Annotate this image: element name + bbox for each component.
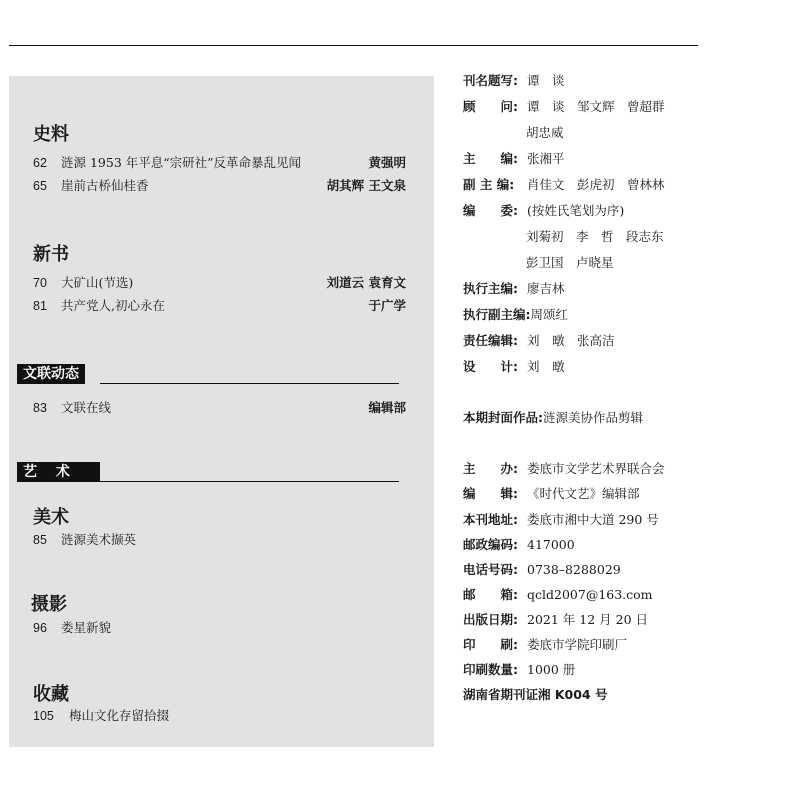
section-rule — [100, 383, 399, 384]
entry-title: 梅山文化存留拾掇 — [69, 708, 170, 723]
credit-value: 周颂红 — [530, 307, 569, 322]
credit-value: 417000 — [527, 537, 575, 552]
section-heading-sheying: 摄影 — [31, 594, 67, 615]
credit-title-calligraphy — [463, 71, 565, 91]
toc-entry[interactable] — [33, 274, 406, 292]
credit-postcode — [463, 535, 575, 555]
page-number: 96 — [33, 621, 47, 635]
credit-label: 刊名题写: — [463, 73, 518, 88]
entry-author: 于广学 — [368, 298, 406, 313]
credit-executive-deputy-editor — [463, 305, 568, 325]
credit-label: 电话号码: — [463, 562, 518, 577]
credit-deputy-chief-editor — [463, 175, 665, 195]
credit-value: 谭 谈 — [527, 73, 565, 88]
credit-label: 责任编辑: — [463, 333, 518, 348]
credit-label: 本刊地址: — [463, 512, 518, 527]
section-heading-xinshu: 新书 — [33, 244, 69, 265]
top-rule — [9, 45, 698, 46]
credit-executive-editor — [463, 279, 565, 299]
credit-value: 肖佳文 彭虎初 曾林林 — [527, 177, 665, 192]
credit-cover-work — [463, 408, 643, 428]
credit-value: 娄底市湘中大道 290 号 — [527, 512, 659, 527]
credit-value: (按姓氏笔划为序) — [527, 203, 625, 218]
entry-author: 黄强明 — [368, 155, 406, 170]
credit-value: 廖吉林 — [527, 281, 565, 296]
page-number: 81 — [33, 299, 47, 313]
credit-value: 1000 册 — [527, 662, 576, 677]
credit-value: 《时代文艺》编辑部 — [527, 486, 640, 501]
credit-label: 设 计: — [463, 359, 518, 374]
credit-value: qcld2007@163.com — [527, 587, 653, 602]
entry-title: 大矿山(节选) — [61, 275, 134, 290]
credit-phone — [463, 560, 621, 580]
credit-label: 印 刷: — [463, 637, 518, 652]
credit-advisors — [463, 97, 665, 117]
entry-author: 胡其辉 王文泉 — [326, 178, 406, 193]
credit-value: 0738–8288029 — [527, 562, 621, 577]
entry-title: 共产党人,初心永在 — [61, 298, 165, 313]
credit-editorial-board-cont: 刘菊初 李 哲 段志东 — [526, 229, 664, 244]
toc-entry[interactable] — [33, 707, 406, 725]
credit-label: 主 编: — [463, 151, 518, 166]
credit-editorial-board-cont: 彭卫国 卢晓星 — [526, 255, 614, 270]
credit-printer — [463, 635, 627, 655]
credit-editing — [463, 484, 640, 504]
entry-title: 涟源 1953 年平息“宗研社”反革命暴乱见闻 — [61, 155, 302, 170]
credit-responsible-editor — [463, 331, 615, 351]
credit-value: 谭 谈 邹文辉 曾超群 — [527, 99, 665, 114]
credit-label: 邮 箱: — [463, 587, 518, 602]
section-tag-wenlian: 文联动态 — [17, 364, 85, 384]
credit-label: 编 辑: — [463, 486, 518, 501]
credit-print-run — [463, 660, 575, 680]
entry-title: 崖前古桥仙桂香 — [61, 178, 149, 193]
credit-label: 出版日期: — [463, 612, 518, 627]
credit-value: 张湘平 — [527, 151, 565, 166]
entry-title: 文联在线 — [61, 400, 112, 415]
entry-author: 编辑部 — [368, 400, 406, 415]
toc-entry[interactable] — [33, 154, 406, 172]
credit-value: 娄底市文学艺术界联合会 — [527, 461, 665, 476]
credit-label: 本期封面作品: — [463, 410, 543, 425]
credit-value: 涟源美协作品剪辑 — [543, 410, 644, 425]
page-number: 105 — [33, 709, 54, 723]
entry-title: 娄星新貌 — [61, 620, 112, 635]
credit-label: 邮政编码: — [463, 537, 518, 552]
credit-label: 顾 问: — [463, 99, 518, 114]
credit-value: 2021 年 12 月 20 日 — [527, 612, 648, 627]
toc-entry[interactable] — [33, 177, 406, 195]
credit-label: 编 委: — [463, 203, 518, 218]
section-heading-shoucang: 收藏 — [33, 684, 69, 705]
entry-title: 涟源美术撷英 — [61, 532, 137, 547]
credit-periodical-license: 湖南省期刊证湘 K004 号 — [463, 687, 608, 702]
toc-entry[interactable] — [33, 399, 406, 417]
credit-address — [463, 510, 659, 530]
credit-label: 执行副主编: — [463, 307, 531, 322]
credit-email — [463, 585, 653, 605]
page-number: 65 — [33, 179, 47, 193]
toc-entry[interactable] — [33, 619, 406, 637]
credit-label: 印刷数量: — [463, 662, 518, 677]
page-number: 62 — [33, 156, 47, 170]
credit-value: 刘 暾 — [527, 359, 565, 374]
credit-value: 娄底市学院印刷厂 — [527, 637, 628, 652]
credit-publish-date — [463, 610, 648, 630]
page-number: 85 — [33, 533, 47, 547]
credit-label: 执行主编: — [463, 281, 518, 296]
section-heading-meishu: 美术 — [33, 507, 69, 528]
page-number: 83 — [33, 401, 47, 415]
credit-design — [463, 357, 565, 377]
entry-author: 刘道云 袁育文 — [326, 275, 406, 290]
section-rule — [100, 481, 399, 482]
credit-label: 副 主 编: — [463, 177, 515, 192]
section-heading-shiliao: 史料 — [33, 124, 69, 145]
page-number: 70 — [33, 276, 47, 290]
toc-entry[interactable] — [33, 297, 406, 315]
credit-chief-editor — [463, 149, 565, 169]
toc-entry[interactable] — [33, 531, 406, 549]
credit-label: 主 办: — [463, 461, 518, 476]
section-tag-yishu: 艺 术 — [17, 462, 100, 482]
credit-value: 刘 暾 张高洁 — [527, 333, 615, 348]
credit-sponsor — [463, 459, 665, 479]
credit-advisors-cont: 胡忠威 — [526, 125, 564, 140]
credit-editorial-board — [463, 201, 624, 221]
